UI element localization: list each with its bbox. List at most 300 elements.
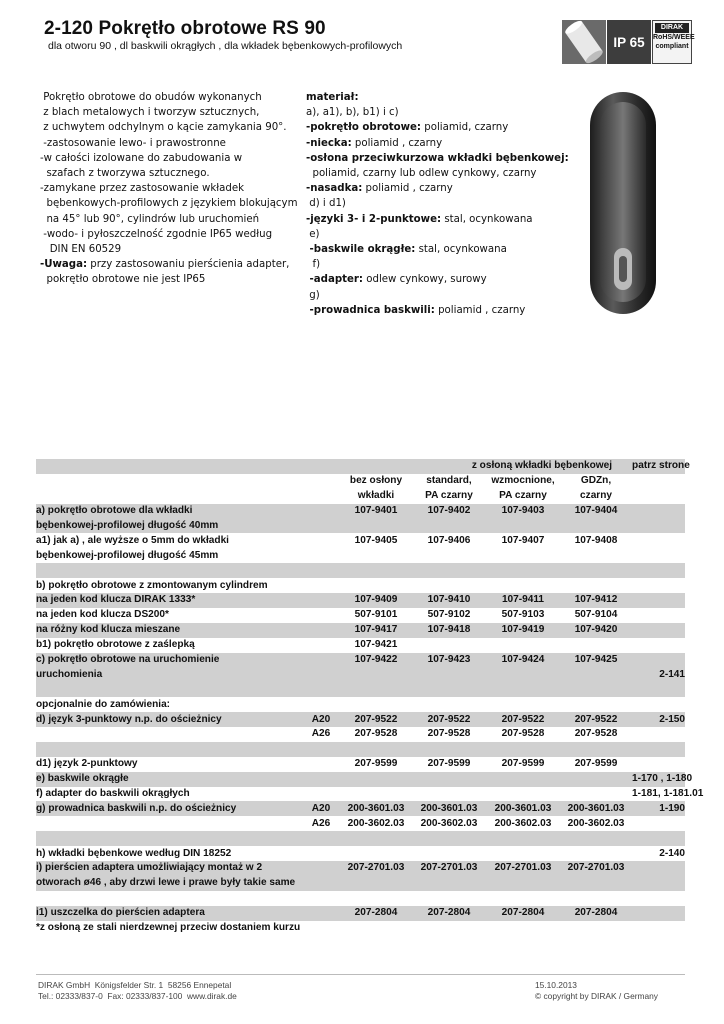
table-cell bbox=[340, 682, 412, 697]
table-cell bbox=[412, 831, 486, 846]
table-cell bbox=[486, 638, 560, 653]
description-line: DIN EN 60529 bbox=[40, 244, 122, 256]
description-line: z blach metalowych i tworzyw sztucznych, bbox=[40, 107, 260, 119]
material-value: poliamid , czarny bbox=[434, 304, 526, 316]
table-cell: a) pokrętło obrotowe dla wkładki bbox=[36, 504, 302, 519]
table-cell bbox=[302, 682, 340, 697]
table-cell: 207-2701.03 bbox=[340, 861, 412, 876]
material-value: e) bbox=[306, 228, 320, 240]
table-row bbox=[36, 816, 685, 831]
material-line bbox=[306, 166, 569, 181]
table-cell bbox=[486, 846, 560, 861]
table-cell: b1) pokrętło obrotowe z zaślepką bbox=[36, 639, 195, 651]
table-cell bbox=[302, 519, 340, 534]
group-header: z osłoną wkładki bębenkowej bbox=[340, 459, 632, 474]
table-cell bbox=[36, 742, 302, 757]
table-cell bbox=[302, 608, 340, 623]
table-cell bbox=[302, 638, 340, 653]
material-value: a), a1), b), b1) i c) bbox=[306, 107, 399, 119]
table-cell bbox=[560, 638, 632, 653]
material-label: -adapter: bbox=[306, 274, 363, 286]
table-cell bbox=[412, 697, 486, 712]
material-line bbox=[306, 196, 569, 211]
table-cell: 207-9522 bbox=[340, 712, 412, 727]
table-cell bbox=[302, 667, 340, 682]
description-line: Pokrętło obrotowe do obudów wykonanych bbox=[40, 92, 262, 103]
table-row bbox=[36, 593, 685, 608]
material-label: -pokrętło obrotowe: bbox=[306, 122, 422, 134]
table-row bbox=[36, 504, 685, 519]
table-cell: c) pokrętło obrotowe na uruchomienie bbox=[36, 653, 302, 668]
table-row bbox=[36, 891, 685, 906]
table-cell: 107-9407 bbox=[501, 534, 545, 546]
table-cell: g) prowadnica baskwili n.p. do ościeżnicy bbox=[36, 801, 302, 816]
table-cell bbox=[560, 519, 632, 534]
table-cell bbox=[560, 921, 632, 936]
table-cell: 207-9528 bbox=[427, 728, 471, 740]
table-cell: d) język 3-punktowy n.p. do ościeżnicy bbox=[36, 712, 302, 727]
table-cell bbox=[302, 474, 340, 489]
table-cell bbox=[560, 831, 632, 846]
rohs-badge bbox=[652, 20, 695, 64]
table-row bbox=[36, 623, 685, 638]
table-row bbox=[36, 533, 685, 548]
table-cell bbox=[302, 653, 340, 668]
material-line bbox=[306, 151, 569, 166]
table-row bbox=[36, 548, 685, 563]
table-cell bbox=[560, 682, 632, 697]
table-cell bbox=[560, 891, 632, 906]
table-cell: i) pierścien adaptera umożliwiający montaż w 2 bbox=[36, 861, 302, 876]
description bbox=[40, 90, 298, 288]
table-cell: 207-2701.03 bbox=[560, 861, 632, 876]
table-cell: 200-3601.03 bbox=[560, 801, 632, 816]
table-cell bbox=[632, 727, 685, 742]
cylinder-icon bbox=[562, 20, 606, 64]
table-cell bbox=[412, 682, 486, 697]
table-cell bbox=[340, 697, 412, 712]
table-cell: 107-9401 bbox=[340, 504, 412, 519]
table-cell: 107-9410 bbox=[412, 593, 486, 608]
table-cell bbox=[486, 876, 560, 891]
table-cell bbox=[632, 519, 685, 534]
material-value: g) bbox=[306, 289, 320, 301]
material-line bbox=[306, 272, 569, 287]
description-line: -zamykane przez zastosowanie wkładek bbox=[40, 183, 245, 195]
table-cell: 207-9522 bbox=[486, 712, 560, 727]
table-cell: 2-140 bbox=[659, 847, 686, 859]
table-row bbox=[36, 653, 685, 668]
table-cell bbox=[340, 921, 412, 936]
description-line: -zastosowanie lewo- i prawostronne bbox=[40, 137, 226, 149]
table-cell bbox=[632, 593, 685, 608]
table-row bbox=[36, 876, 685, 891]
footer-copyright: © copyright by DIRAK / Germany bbox=[535, 991, 658, 1001]
table-cell: f) adapter do baskwili okrągłych bbox=[36, 788, 190, 800]
description-line: bębenkowych-profilowych z językiem blokującym bbox=[40, 198, 298, 210]
page-subtitle: dla otworu 90 , dl baskwili okrągłych , dla wkładek bębenkowych-profilowych bbox=[48, 40, 403, 52]
table-cell bbox=[632, 489, 685, 504]
material-value: stal, ocynkowana bbox=[441, 213, 533, 225]
table-row bbox=[36, 697, 685, 712]
table-cell bbox=[340, 787, 412, 802]
material-line bbox=[306, 303, 569, 318]
table-cell: 107-9411 bbox=[486, 593, 560, 608]
table-cell bbox=[560, 563, 632, 578]
table-cell: wzmocnione, bbox=[491, 475, 555, 487]
table-cell: na różny kod klucza mieszane bbox=[36, 623, 302, 638]
table-row bbox=[36, 787, 685, 802]
table-cell bbox=[632, 697, 685, 712]
material-value: poliamid, czarny lub odlew cynkowy, czarny bbox=[306, 168, 537, 180]
table-cell: e) baskwile okrągłe bbox=[36, 772, 302, 787]
table-cell bbox=[412, 787, 486, 802]
description-line: -wodo- i pyłoszczelność zgodnie IP65 według bbox=[40, 228, 273, 240]
table-cell: A20 bbox=[302, 712, 340, 727]
table-row bbox=[36, 921, 685, 936]
table-cell bbox=[486, 891, 560, 906]
table-cell: na jeden kod klucza DIRAK 1333* bbox=[36, 593, 302, 608]
table-row bbox=[36, 906, 685, 921]
table-row bbox=[36, 742, 685, 757]
table-cell bbox=[340, 578, 412, 593]
table-cell: 107-9423 bbox=[412, 653, 486, 668]
table-cell: 207-9528 bbox=[574, 728, 618, 740]
table-cell: 200-3602.03 bbox=[567, 817, 625, 829]
table-row bbox=[36, 727, 685, 742]
table-cell bbox=[632, 548, 685, 563]
table-cell: A26 bbox=[311, 817, 331, 829]
table-cell bbox=[302, 921, 340, 936]
table-row bbox=[36, 682, 685, 697]
description-line: na 45° lub 90°, cylindrów lub uruchomień bbox=[40, 213, 260, 225]
table-cell: PA czarny bbox=[425, 490, 473, 502]
table-cell bbox=[632, 638, 685, 653]
table-cell: bębenkowej-profilowej długość 40mm bbox=[36, 519, 302, 534]
table-cell bbox=[302, 578, 340, 593]
table-cell bbox=[36, 727, 302, 742]
table-cell bbox=[632, 891, 685, 906]
table-cell: uruchomienia bbox=[36, 667, 302, 682]
table-cell bbox=[412, 846, 486, 861]
table-cell: 1-181, 1-181.01 bbox=[632, 788, 704, 800]
description-line: szafach z tworzywa sztucznego. bbox=[40, 168, 210, 180]
table-cell: 207-2804 bbox=[340, 906, 412, 921]
table-cell: 207-9522 bbox=[412, 712, 486, 727]
table-cell bbox=[302, 533, 340, 548]
rohs-brand: DIRAK bbox=[655, 23, 689, 33]
table-cell: 107-9412 bbox=[560, 593, 632, 608]
description-line: -w całości izolowane do zabudowania w bbox=[40, 152, 243, 164]
table-cell bbox=[36, 682, 302, 697]
material-label: -prowadnica baskwili: bbox=[306, 304, 435, 316]
table-cell bbox=[36, 816, 302, 831]
table-cell bbox=[302, 787, 340, 802]
table-cell bbox=[486, 831, 560, 846]
table-cell: h) wkładki bębenkowe według DIN 18252 bbox=[36, 847, 232, 859]
table-cell bbox=[486, 578, 560, 593]
table-cell bbox=[560, 787, 632, 802]
table-row bbox=[36, 831, 685, 846]
table-cell: 2-141 bbox=[632, 667, 685, 682]
table-cell bbox=[560, 548, 632, 563]
table-cell: 107-9408 bbox=[574, 534, 618, 546]
rohs-line1: RoHS/WEEE bbox=[653, 33, 695, 41]
table-cell: 107-9403 bbox=[486, 504, 560, 519]
table-cell: i1) uszczelka do pierścien adaptera bbox=[36, 906, 302, 921]
table-cell: standard, bbox=[426, 475, 472, 487]
table-cell: 207-9599 bbox=[501, 758, 545, 770]
table-cell: 107-9420 bbox=[560, 623, 632, 638]
table-cell: 1-190 bbox=[632, 801, 685, 816]
table-cell bbox=[560, 697, 632, 712]
material-value: odlew cynkowy, surowy bbox=[363, 274, 487, 286]
table-cell bbox=[340, 742, 412, 757]
table-cell bbox=[302, 697, 340, 712]
table-cell: A26 bbox=[311, 728, 331, 740]
table-cell bbox=[486, 742, 560, 757]
table-cell bbox=[560, 772, 632, 787]
table-cell bbox=[36, 459, 340, 474]
table-cell bbox=[632, 742, 685, 757]
material-value: d) i d1) bbox=[306, 198, 346, 210]
material-value: stal, ocynkowana bbox=[415, 244, 507, 256]
table-cell: 207-2804 bbox=[486, 906, 560, 921]
table-cell: 107-9425 bbox=[560, 653, 632, 668]
footer-divider bbox=[36, 974, 685, 975]
table-cell: 1-170 , 1-180 bbox=[632, 772, 685, 787]
table-cell: A20 bbox=[302, 801, 340, 816]
note-label: -Uwaga: bbox=[40, 259, 88, 271]
table-cell: bębenkowej-profilowej długość 45mm bbox=[36, 549, 219, 561]
table-cell bbox=[632, 608, 685, 623]
description-line: z uchwytem odchylnym o kącie zamykania 90°. bbox=[40, 122, 287, 134]
table-cell bbox=[632, 533, 685, 548]
table-cell bbox=[486, 921, 560, 936]
table-cell: bez osłony bbox=[349, 475, 403, 487]
table-cell bbox=[632, 578, 685, 593]
note-line-2: pokrętło obrotowe nie jest IP65 bbox=[40, 274, 206, 286]
table-cell: 107-9422 bbox=[340, 653, 412, 668]
table-row bbox=[36, 861, 685, 876]
table-cell bbox=[486, 667, 560, 682]
table-cell bbox=[302, 548, 340, 563]
material-line bbox=[306, 105, 569, 120]
table-cell bbox=[560, 742, 632, 757]
note-text: przy zastosowaniu pierścienia adapter, bbox=[87, 259, 290, 271]
table-cell: 107-9424 bbox=[486, 653, 560, 668]
material-line bbox=[306, 227, 569, 242]
table-cell bbox=[302, 623, 340, 638]
footer-meta bbox=[535, 980, 658, 1002]
table-cell: d1) język 2-punktowy bbox=[36, 758, 138, 770]
table-cell: 2-150 bbox=[632, 712, 685, 727]
table-cell: 107-9405 bbox=[354, 534, 398, 546]
table-cell bbox=[36, 489, 302, 504]
product-photo bbox=[588, 90, 658, 316]
table-cell: b) pokrętło obrotowe z zmontowanym cylindrem bbox=[36, 579, 268, 591]
material-label: materiał: bbox=[306, 92, 359, 103]
table-cell: 507-9102 bbox=[427, 609, 471, 621]
table-cell bbox=[412, 563, 486, 578]
table-row bbox=[36, 459, 685, 474]
material-value: f) bbox=[306, 259, 321, 271]
table-cell: GDZn, bbox=[580, 475, 612, 487]
table-cell: 200-3602.03 bbox=[420, 817, 478, 829]
table-cell bbox=[632, 876, 685, 891]
table-cell: 207-2804 bbox=[560, 906, 632, 921]
table-cell: 200-3601.03 bbox=[412, 801, 486, 816]
table-cell bbox=[632, 504, 685, 519]
table-cell: 107-9409 bbox=[340, 593, 412, 608]
table-cell: 107-9419 bbox=[486, 623, 560, 638]
table-row bbox=[36, 757, 685, 772]
table-cell bbox=[36, 474, 302, 489]
table-cell: 107-9417 bbox=[340, 623, 412, 638]
table-cell bbox=[412, 548, 486, 563]
material-label: -osłona przeciwkurzowa wkładki bębenkowej: bbox=[306, 152, 569, 164]
table-row bbox=[36, 578, 685, 593]
material-label: -języki 3- i 2-punktowe: bbox=[306, 213, 442, 225]
table-cell bbox=[412, 638, 486, 653]
table-row bbox=[36, 563, 685, 578]
table-cell: otworach ø46 , aby drzwi lewe i prawe były takie same bbox=[36, 876, 302, 891]
table-cell bbox=[340, 563, 412, 578]
table-cell bbox=[632, 682, 685, 697]
table-cell bbox=[302, 846, 340, 861]
table-cell bbox=[632, 816, 685, 831]
table-cell bbox=[302, 757, 340, 772]
materials-list bbox=[306, 90, 569, 318]
material-label: -baskwile okrągłe: bbox=[306, 244, 416, 256]
table-cell bbox=[302, 772, 340, 787]
table-cell: 207-9528 bbox=[501, 728, 545, 740]
table-cell bbox=[302, 891, 340, 906]
material-line bbox=[306, 212, 569, 227]
material-line bbox=[306, 136, 569, 151]
table-cell: PA czarny bbox=[499, 490, 547, 502]
table-cell bbox=[302, 742, 340, 757]
table-row bbox=[36, 638, 685, 653]
rohs-line2: compliant bbox=[655, 43, 689, 50]
page-ref-header: patrz strone bbox=[632, 459, 685, 474]
table-cell bbox=[412, 519, 486, 534]
table-cell bbox=[302, 906, 340, 921]
table-cell: 207-2701.03 bbox=[412, 861, 486, 876]
material-line bbox=[306, 242, 569, 257]
table-row bbox=[36, 712, 685, 727]
table-cell: a1) jak a) , ale wyższe o 5mm do wkładki bbox=[36, 534, 229, 546]
table-cell: 207-9599 bbox=[427, 758, 471, 770]
table-cell: 507-9101 bbox=[354, 609, 398, 621]
table-cell bbox=[340, 519, 412, 534]
table-row bbox=[36, 519, 685, 534]
table-cell bbox=[412, 578, 486, 593]
material-line bbox=[306, 120, 569, 135]
table-cell bbox=[302, 563, 340, 578]
table-cell: 200-3602.03 bbox=[494, 817, 552, 829]
table-cell: 107-9418 bbox=[412, 623, 486, 638]
footer-address-line: DIRAK GmbH Königsfelder Str. 1 58256 Ennepetal bbox=[38, 980, 232, 990]
material-value: poliamid, czarny bbox=[421, 122, 509, 134]
table-cell: opcjonalnie do zamówienia: bbox=[36, 698, 171, 710]
table-cell: 207-9522 bbox=[560, 712, 632, 727]
price-table bbox=[36, 459, 704, 936]
table-cell bbox=[340, 846, 412, 861]
note-line bbox=[40, 257, 298, 272]
table-cell bbox=[36, 831, 302, 846]
material-line bbox=[306, 288, 569, 303]
table-row bbox=[36, 608, 685, 623]
table-cell bbox=[632, 757, 685, 772]
table-cell: 200-3601.03 bbox=[340, 801, 412, 816]
table-cell bbox=[486, 697, 560, 712]
table-cell bbox=[412, 891, 486, 906]
table-cell: *z osłoną ze stali nierdzewnej przeciw dostaniem kurzu bbox=[36, 922, 301, 934]
table-cell: 507-9103 bbox=[501, 609, 545, 621]
material-value: poliamid , czarny bbox=[351, 137, 443, 149]
table-cell bbox=[632, 921, 685, 936]
table-cell bbox=[412, 921, 486, 936]
table-cell bbox=[486, 548, 560, 563]
table-cell bbox=[340, 876, 412, 891]
table-cell: 107-9421 bbox=[354, 639, 398, 651]
material-value: poliamid , czarny bbox=[362, 183, 453, 195]
table-cell: czarny bbox=[580, 490, 613, 502]
table-cell bbox=[486, 682, 560, 697]
table-row bbox=[36, 667, 685, 682]
table-cell: 207-9528 bbox=[354, 728, 398, 740]
ip65-badge: IP 65 bbox=[607, 20, 651, 64]
table-cell bbox=[632, 623, 685, 638]
table-cell bbox=[632, 474, 685, 489]
table-row bbox=[36, 801, 685, 816]
table-cell bbox=[340, 772, 412, 787]
table-cell: 207-9599 bbox=[574, 758, 618, 770]
table-cell bbox=[486, 787, 560, 802]
table-row bbox=[36, 489, 685, 504]
table-row bbox=[36, 846, 685, 861]
table-cell: 507-9104 bbox=[574, 609, 618, 621]
table-cell bbox=[36, 891, 302, 906]
table-cell bbox=[632, 906, 685, 921]
table-cell bbox=[302, 593, 340, 608]
table-cell bbox=[412, 667, 486, 682]
table-cell bbox=[340, 891, 412, 906]
material-label: -nasadka: bbox=[306, 183, 363, 195]
table-cell: 207-2701.03 bbox=[486, 861, 560, 876]
table-cell: 107-9406 bbox=[427, 534, 471, 546]
table-cell bbox=[632, 831, 685, 846]
page-title: 2-120 Pokrętło obrotowe RS 90 bbox=[44, 18, 326, 39]
footer-date: 15.10.2013 bbox=[535, 980, 577, 990]
material-line bbox=[306, 90, 569, 105]
table-cell bbox=[560, 578, 632, 593]
table-cell: 200-3601.03 bbox=[486, 801, 560, 816]
table-cell bbox=[560, 667, 632, 682]
table-cell: 107-9404 bbox=[560, 504, 632, 519]
table-cell bbox=[560, 876, 632, 891]
table-cell bbox=[302, 861, 340, 876]
table-cell bbox=[486, 519, 560, 534]
table-cell: 207-9599 bbox=[354, 758, 398, 770]
material-line bbox=[306, 181, 569, 196]
table-cell: na jeden kod klucza DS200* bbox=[36, 609, 169, 621]
table-cell bbox=[632, 653, 685, 668]
table-cell bbox=[340, 548, 412, 563]
table-cell bbox=[412, 742, 486, 757]
table-cell bbox=[412, 876, 486, 891]
